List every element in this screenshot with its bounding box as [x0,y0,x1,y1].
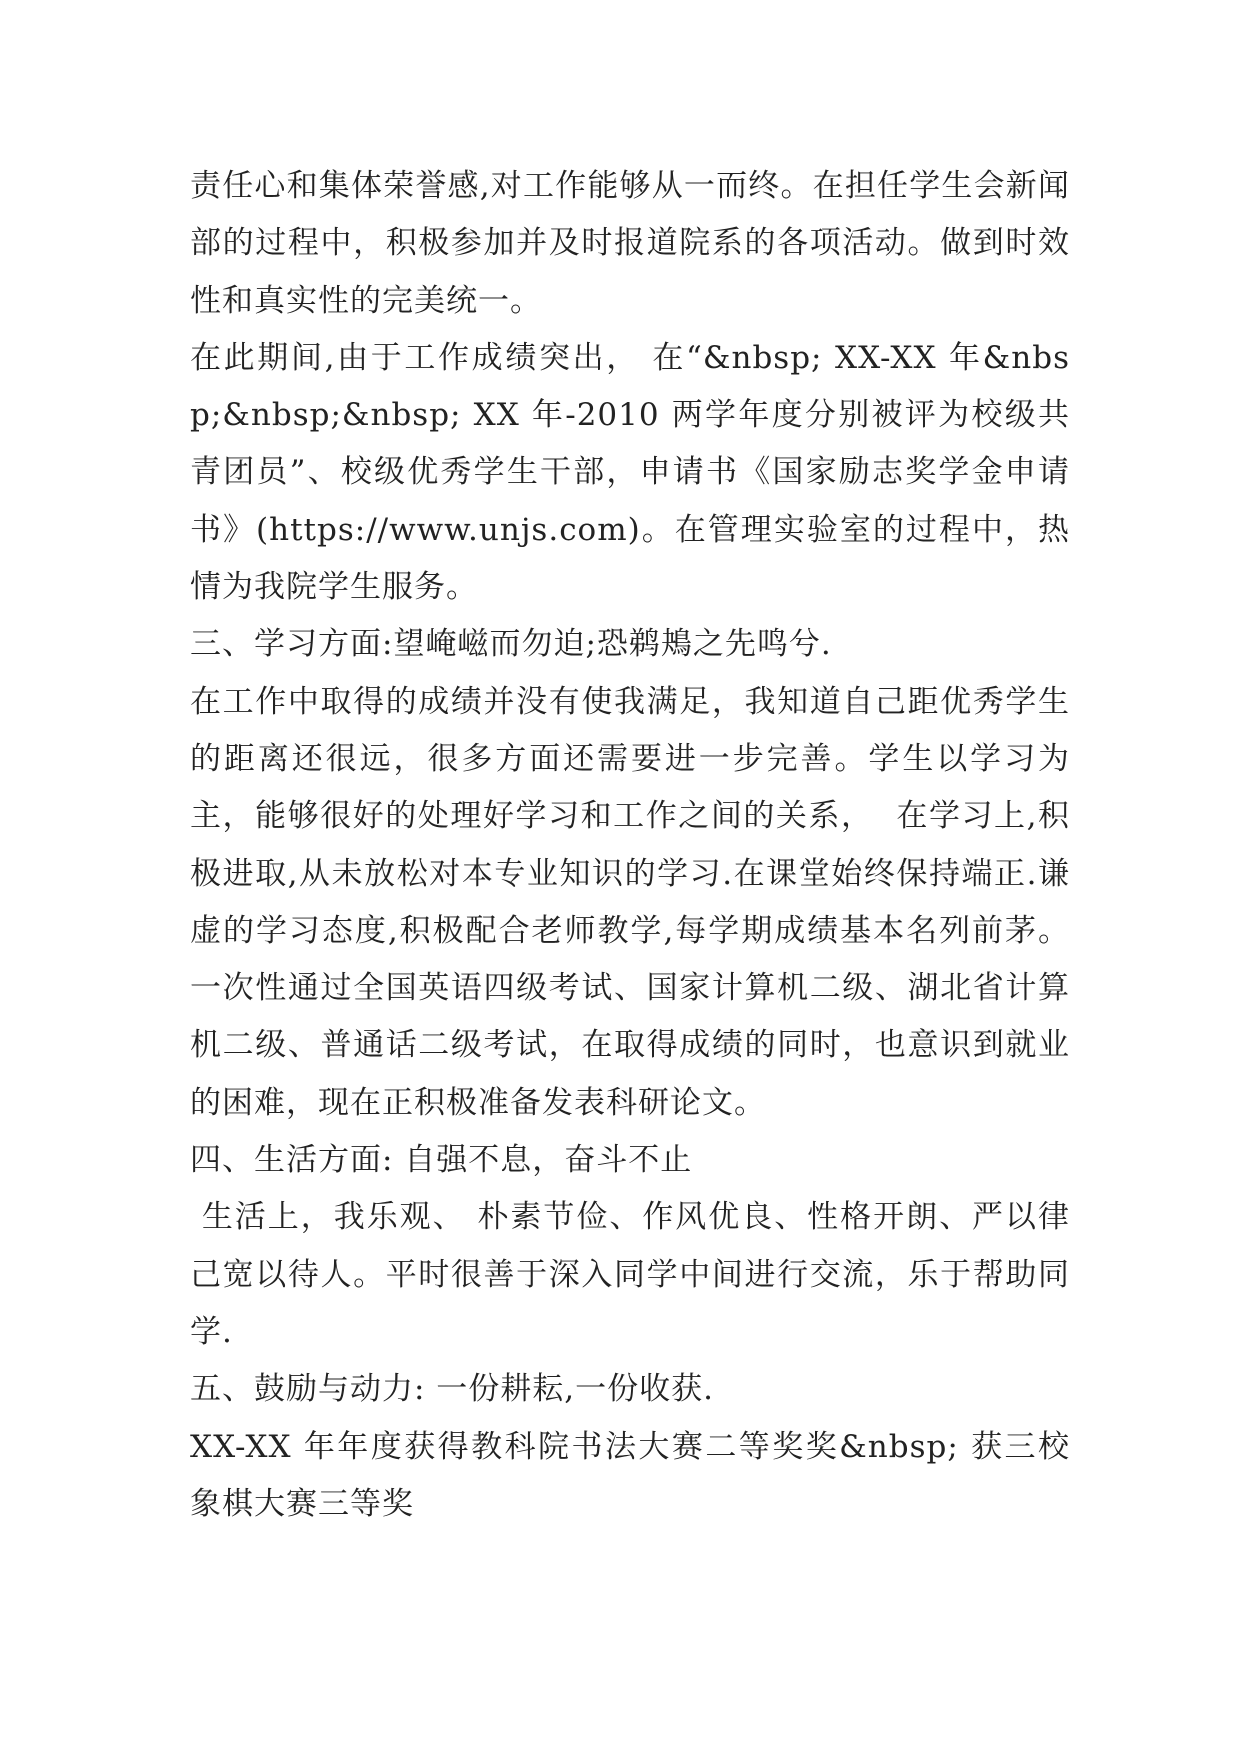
heading-motivation: 五、鼓励与动力: 一份耕耘,一份收获. [190,1371,715,1408]
paragraph-duty: 责任心和集体荣誉感,对工作能够从一而终。在担任学生会新闻部的过程中，积极参加并及时报道院系的各项活动。做到时效性和真实性的完美统一。 [190,168,1070,319]
paragraph-motivation: XX-XX 年年度获得教科院书法大赛二等奖奖&nbsp; 获三校象棋大赛三等奖 [190,1428,1070,1522]
heading-life: 四、生活方面: 自强不息，奋斗不止 [190,1142,693,1179]
paragraph-study: 在工作中取得的成绩并没有使我满足，我知道自己距优秀学生的距离还很远，很多方面还需要进一步完善。学生以学习为主，能够很好的处理好学习和工作之间的关系， 在学习上,积极进取,从未放松对本专业知识的学习.在课堂始终保持端正.谦虚的学习态度,积极配合老师教学,每学期成绩基本名列前茅。一次性通过全国英语四级考试、国家计算机二级、湖北省计算机二级、普通话二级考试，在取得成绩的同时，也意识到就业的困难，现在正积极准备发表科研论文。 [190,683,1070,1121]
paragraph-life: 生活上，我乐观、 朴素节俭、作风优良、性格开朗、严以律己宽以待人。平时很善于深入同学中间进行交流，乐于帮助同学. [190,1199,1070,1350]
document-body [190,158,1070,1533]
heading-study: 三、学习方面:望崦嵫而勿迫;恐鹈鴂之先鸣兮. [190,626,832,663]
paragraph-awards-period: 在此期间,由于工作成绩突出， 在“&nbsp; XX-XX 年&nbsp;&nbsp;&nbsp; XX 年-2010 两学年度分别被评为校级共青团员”、校级优秀学生干部，申请书《国家励志奖学金申请书》(https://www.unjs.com)。在管理实验室的过程中，热情为我院学生服务。 [190,339,1070,606]
